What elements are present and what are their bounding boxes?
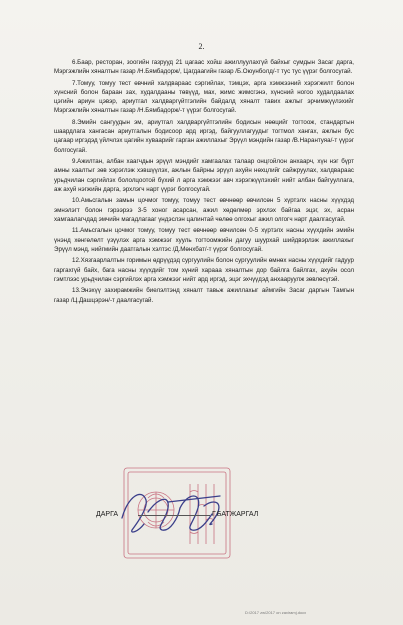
- paragraph-7: 7.Томуу, томуу тест өвчний халдварааc сэргийлах, тэмцэх, арга хэмжээний хэрэгжилт болон хүнсний болон бараан зах, худалдааны төвүүд, мах, жимс жимсгэнэ, хүнсний ногоо худалдаалах цэгийн ариун цэвэр, ариутгал халдваргүйтгэлийн байдалд хяналт тавих ажлыг эрчимжүүлэхийг Мэргэжлийн хяналтын газар /Н.Бямбадорж/-т үүрэг болгосугай.: [54, 79, 354, 115]
- paragraph-9: 9.Ажилтан, албан хаагчдын эрүүл мэндийг хамгаалах талаар онцгойлон анхаарч, хүн нэг бүрт амны хаалтыг зөв хэрэглэж хэвшүүлэх, ажлын байрны эрүүл ахуйн нөхцлийг сайжруулах, халдвараас урьдчилан сэргийлэх бололцоотой бүхий л арга хэмжээг авч хэрэгжүүлэхийг нийт албан байгууллага, аж ахуй нэгжийн дарга, эрхлэгч нарт үүрэг болгосугай.: [54, 158, 354, 193]
- paragraph-13: 13.Энэхүү захирамжийн биелэлтэнд хяналт тавьж ажиллахыг аймгийн Засаг даргын Тамгын газар /Ц.Дашцэрэн/-т даалгасугай.: [54, 287, 354, 304]
- paragraph-11: 11.Амьсгалын цочмог томуу, томуу тест өвчнөөр өвчилсөн 0-5 хүртэлх насны хүүхдийн эмийн үнэнд хөнгөлөлт үзүүлэх арга хэмжээг хууль тогтоомжийн дагуу шуурхай шийдвэрлэж ажиллахыг Эрүүл мэнд, нийгмийн даатгалын хэлтэс /Д.Мөнхбат/-т үүрэг болгосугай.: [54, 227, 354, 253]
- signer-title: ДАРГА: [96, 511, 119, 518]
- signer-name: Г.БАТЖАРГАЛ: [212, 511, 259, 518]
- paragraph-6: 6.Баар, ресторан, зоогийн газрууд 21 цагаас хойш ажиллуулахгүй байхыг сумдын Засаг дарга, Мэргэжлийн хяналтын газар /Н.Бямбадорж/, Цагдаагийн газар /Б.Оюунболд/-т тус тус үүрэг болгосугай.: [54, 59, 354, 76]
- signature-block: [96, 511, 258, 518]
- document-body: [54, 58, 354, 307]
- paragraph-8: 8.Эмийн сангуудын эм, ариутгал халдваргүйтгэлийн бодисын нөөцийг тогтоож, стандартын шаардлага хангасан ариутгалын бодисоор ард иргэд, байгууллагуудыг тогтмол хангах, ажлын бус цагаар иргэдэд үйлчлэх цагийн хуваарийг гарган ажиллахыг Эрүүл мэндийн газар /В.Нарантуяа/-т үүрэг болгосугай.: [54, 119, 354, 154]
- file-path-footer: D:\2017 zw\2017 on zaxiramj.docx: [245, 610, 307, 615]
- paragraph-10: 10.Амьсгалын замын цочмог томуу, томуу тест өвчнөөр өвчилсөн 5 хүртэлх насны хүүхдэд эмнэлэгт болон гэрээрээ 3-5 хоног асарсан, ажил хөдөлмөр эрхлэх байгаа эцэг, эх, асран хамгаалагчдад эмчийн магадлагааг үндэслэн цалинтай чөлөө олгохыг ажил олгогч нарт даалгасугай.: [54, 197, 354, 223]
- page-number: 2.: [198, 42, 205, 51]
- paragraph-12: 12.Хязгаарлалтын горимын өдрүүдэд сургуулийн болон сургуулийн өмнөх насны хүүхдийг гадуур гаргахгүй байх, бага насны хүүхдийг том хүний харааа хяналтын дор байлга байлгах, ахуйн осол гэмтлээс урьдчилан сэргийлэх арга хэмжээг нийт ард иргэд, эцэг эхчүүдэд анхааруулж зөвлөсүгэй.: [54, 257, 354, 283]
- signature-line: [138, 515, 210, 516]
